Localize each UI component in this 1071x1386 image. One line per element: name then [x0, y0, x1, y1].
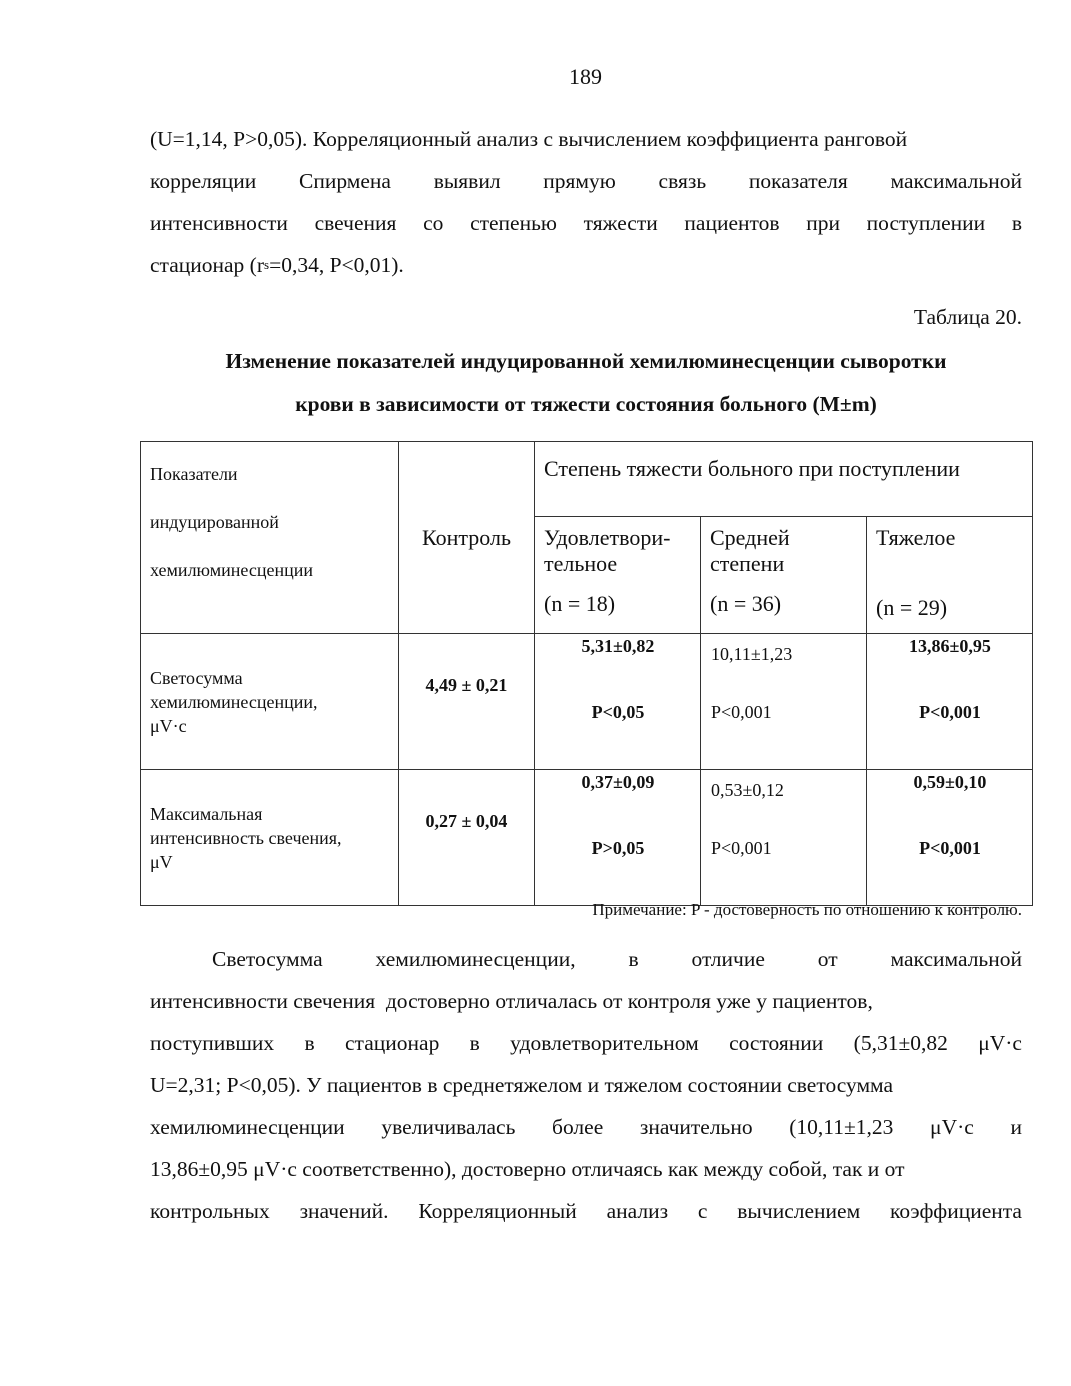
control-value-text: 4,49 ± 0,21 [425, 675, 508, 695]
cell-p: P<0,001 [919, 838, 981, 858]
group-label-line-2: тельное [544, 551, 618, 576]
cell-mean: 5,31±0,82 [581, 636, 655, 656]
header-group-satisfactory [535, 517, 701, 634]
text-word: поступивших [150, 1031, 275, 1055]
header-indicator [141, 442, 399, 634]
paragraph-1-last-suffix: =0,34, P<0,01). [269, 253, 404, 277]
text-word: интенсивности [150, 211, 288, 235]
text-word: увеличивалась [381, 1115, 516, 1139]
header-control: Контроль [399, 442, 535, 634]
text-word: более [552, 1115, 604, 1139]
text-word: 13,86±0,95 μV·c соответственно), достоверно отличаясь как между собой, так и от [150, 1157, 905, 1181]
text-word: состоянии [729, 1031, 824, 1055]
cell-mean: 0,59±0,10 [913, 772, 987, 792]
control-value-text: 0,27 ± 0,04 [425, 811, 508, 831]
text-word: хемилюминесценции [150, 1115, 345, 1139]
page-number: 189 [569, 64, 602, 89]
cell-value [701, 634, 867, 770]
text-word: поступлении [866, 211, 986, 235]
header-indicator-line-1: Показатели [150, 464, 238, 484]
text-word: интенсивности свечения достоверно отличалась от контроля уже у пациентов, [150, 989, 873, 1013]
control-value [399, 634, 535, 770]
table-label: Таблица 20. [913, 305, 1022, 329]
text-word: анализ [606, 1199, 669, 1223]
text-word: (10,11±1,23 [789, 1115, 894, 1139]
text-word: хемилюминесценции, [375, 947, 576, 971]
text-word: степенью [470, 211, 557, 235]
paragraph-1 [150, 118, 1022, 286]
paragraph-1-last-prefix: стационар (r [150, 253, 264, 277]
group-count: (n = 29) [876, 595, 948, 620]
paragraph-2 [150, 938, 1022, 1232]
text-line [150, 1106, 1022, 1148]
row-name-line-3: μV [150, 851, 173, 872]
text-word: контрольных [150, 1199, 270, 1223]
text-word: отличие [691, 947, 765, 971]
cell-mean: 10,11±1,23 [711, 644, 793, 664]
text-word: в [628, 947, 639, 971]
text-word: корреляции [150, 169, 257, 193]
rs-subscript: s [264, 257, 270, 272]
text-word: значительно [639, 1115, 753, 1139]
text-word: максимальной [890, 169, 1022, 193]
header-indicator-line-2: индуцированной [150, 512, 279, 532]
header-indicator-line-3: хемилюминесценции [150, 560, 313, 580]
text-word: показателя [748, 169, 848, 193]
group-label-line-1: Удовлетвори- [544, 525, 671, 550]
control-value [399, 770, 535, 906]
text-word: μV·c [978, 1031, 1022, 1055]
row-name-line-1: Светосумма [150, 667, 243, 688]
header-group-moderate [701, 517, 867, 634]
text-line [150, 938, 1022, 980]
text-word: μV·c [930, 1115, 974, 1139]
text-word: пациентов [684, 211, 780, 235]
header-severity: Степень тяжести больного при поступлении [535, 442, 1033, 517]
table-title-line-1: Изменение показателей индуцированной хемилюминесценции сыворотки [225, 349, 947, 373]
text-line [150, 202, 1022, 244]
text-word: стационар [345, 1031, 440, 1055]
row-name-light-sum [141, 634, 399, 770]
text-word: и [1010, 1115, 1022, 1139]
text-line [150, 1148, 1022, 1190]
text-word: U=2,31; P<0,05). У пациентов в среднетяжелом и тяжелом состоянии светосумма [150, 1073, 894, 1097]
text-word: в [469, 1031, 480, 1055]
text-word: с [697, 1199, 708, 1223]
text-word: коэффициента [890, 1199, 1022, 1223]
paragraph-1-last-line [150, 244, 1022, 286]
text-line [150, 1064, 1022, 1106]
text-line [150, 980, 1022, 1022]
row-name-line-2: хемилюминесценции, [150, 691, 318, 712]
text-line [150, 1022, 1022, 1064]
text-word: максимальной [890, 947, 1022, 971]
cell-value [535, 770, 701, 906]
row-name-line-1: Максимальная [150, 803, 263, 824]
row-name-line-3: μV·c [150, 715, 187, 736]
text-word: (5,31±0,82 [853, 1031, 948, 1055]
table-note: Примечание: P - достоверность по отношению к контролю. [592, 900, 1022, 919]
cell-mean: 13,86±0,95 [909, 636, 991, 656]
text-word: (U=1,14, P>0,05). Корреляционный анализ с вычислением коэффициента ранговой [150, 127, 908, 151]
text-line [150, 1190, 1022, 1232]
cell-p: P<0,001 [711, 702, 772, 722]
text-word: со [423, 211, 444, 235]
text-word: в [1011, 211, 1022, 235]
cell-value [867, 770, 1033, 906]
table-title-line-2: крови в зависимости от тяжести состояния больного (M±m) [295, 392, 877, 416]
text-word: Светосумма [212, 947, 323, 971]
cell-value [701, 770, 867, 906]
group-label-line-1: Тяжелое [876, 525, 956, 550]
text-word: связь [658, 169, 707, 193]
text-word: Спирмена [299, 169, 391, 193]
text-word: значений. [299, 1199, 389, 1223]
group-label-line-1: Средней [710, 525, 790, 550]
text-line [150, 160, 1022, 202]
text-word: вычислением [737, 1199, 861, 1223]
text-word: удовлетворительном [510, 1031, 699, 1055]
cell-mean: 0,37±0,09 [581, 772, 655, 792]
row-name-max-intensity [141, 770, 399, 906]
text-word: тяжести [583, 211, 658, 235]
group-count: (n = 36) [710, 591, 782, 616]
text-word: при [806, 211, 840, 235]
cell-p: P<0,001 [711, 838, 772, 858]
header-group-severe [867, 517, 1033, 634]
cell-mean: 0,53±0,12 [711, 780, 784, 800]
table-title [150, 340, 1022, 426]
cell-p: P<0,001 [919, 702, 981, 722]
text-word: выявил [433, 169, 501, 193]
results-table [140, 441, 1033, 906]
text-word: в [304, 1031, 315, 1055]
text-word: от [817, 947, 838, 971]
cell-p: P<0,05 [591, 702, 645, 722]
text-word: Корреляционный [418, 1199, 577, 1223]
cell-value [867, 634, 1033, 770]
group-count: (n = 18) [544, 591, 616, 616]
group-label-line-2: степени [710, 551, 785, 576]
text-line [150, 118, 1022, 160]
row-name-line-2: интенсивность свечения, [150, 827, 342, 848]
text-word: прямую [543, 169, 616, 193]
cell-value [535, 634, 701, 770]
text-word: свечения [314, 211, 397, 235]
cell-p: P>0,05 [591, 838, 645, 858]
